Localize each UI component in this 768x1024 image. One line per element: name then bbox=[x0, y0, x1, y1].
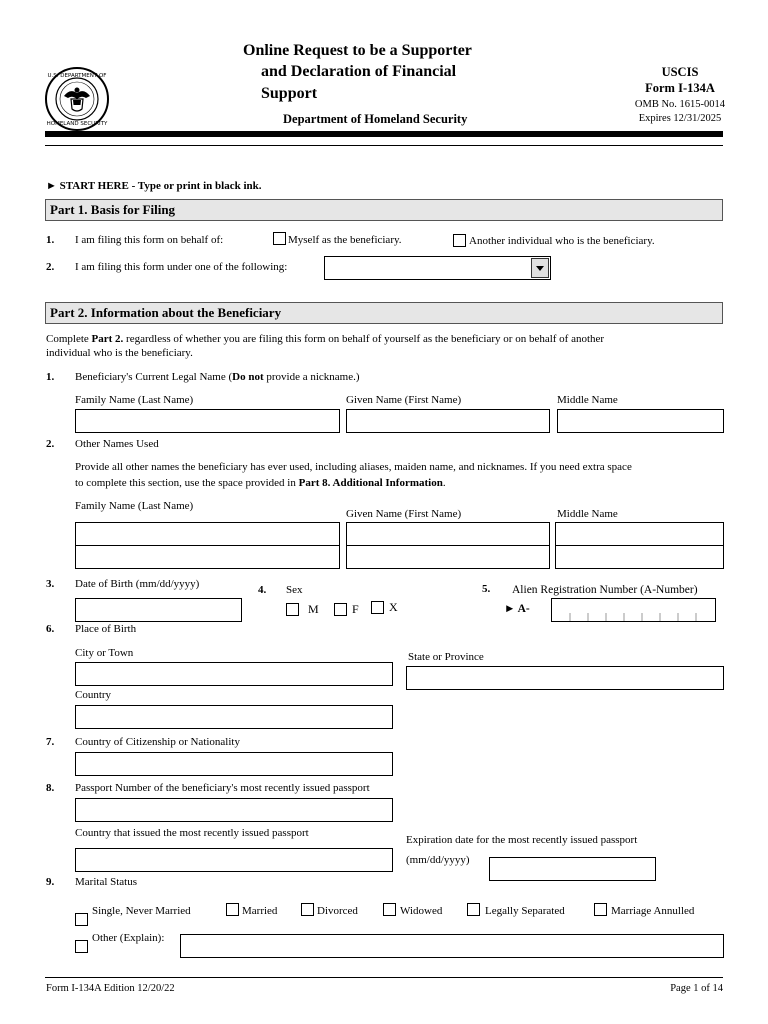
a-number-digit-dividers bbox=[552, 599, 715, 621]
sex-f-checkbox[interactable] bbox=[334, 603, 347, 616]
divorced-label: Divorced bbox=[317, 905, 358, 917]
citizenship-label: Country of Citizenship or Nationality bbox=[75, 736, 240, 748]
married-label: Married bbox=[242, 905, 278, 917]
marriage-annulled-checkbox[interactable] bbox=[594, 903, 607, 916]
part1-q2-label: I am filing this form under one of the following: bbox=[75, 261, 288, 273]
other-names-desc-line2: to complete this section, use the space provided in Part 8. Additional Information. bbox=[75, 477, 446, 489]
part2-q1-label: Beneficiary's Current Legal Name (Do not provide a nickname.) bbox=[75, 371, 360, 383]
other-names-label: Other Names Used bbox=[75, 438, 159, 450]
family-name-label: Family Name (Last Name) bbox=[75, 394, 194, 406]
other-given-name-input-1[interactable] bbox=[346, 522, 550, 546]
passport-number-input[interactable] bbox=[75, 798, 393, 822]
seal-top-text: U.S. DEPARTMENT OF bbox=[47, 73, 107, 79]
other-given-name-input-2[interactable] bbox=[346, 545, 550, 569]
header-thin-rule bbox=[45, 145, 723, 146]
dropdown-button[interactable] bbox=[531, 258, 549, 278]
part1-q1-number: 1. bbox=[46, 234, 55, 246]
sex-x-checkbox[interactable] bbox=[371, 601, 384, 614]
legally-separated-checkbox[interactable] bbox=[467, 903, 480, 916]
part2-q5-number: 5. bbox=[482, 583, 491, 595]
other-family-name-input-1[interactable] bbox=[75, 522, 340, 546]
uscis-label: USCIS bbox=[661, 65, 699, 79]
seal-bottom-text: HOMELAND SECURITY bbox=[46, 121, 108, 127]
part2-q9-number: 9. bbox=[46, 876, 55, 888]
birth-country-input[interactable] bbox=[75, 705, 393, 729]
part2-q8-number: 8. bbox=[46, 782, 55, 794]
footer-page-number: Page 1 of 14 bbox=[670, 983, 723, 994]
part2-q7-number: 7. bbox=[46, 736, 55, 748]
part2-intro-line2: individual who is the beneficiary. bbox=[46, 347, 193, 359]
a-number-label: Alien Registration Number (A-Number) bbox=[512, 584, 698, 596]
city-label: City or Town bbox=[75, 647, 134, 659]
family-name-input[interactable] bbox=[75, 409, 340, 433]
dhs-seal-icon bbox=[44, 66, 110, 132]
part2-header: Part 2. Information about the Beneficiary bbox=[45, 302, 723, 324]
a-number-prefix: ► A- bbox=[504, 603, 530, 615]
birth-city-input[interactable] bbox=[75, 662, 393, 686]
sex-label: Sex bbox=[286, 584, 303, 596]
header-rule bbox=[45, 131, 723, 137]
footer-rule bbox=[45, 977, 723, 978]
other-family-name-input-2[interactable] bbox=[75, 545, 340, 569]
other-middle-name-input-2[interactable] bbox=[555, 545, 724, 569]
sex-m-label: M bbox=[308, 602, 319, 616]
part2-q4-number: 4. bbox=[258, 584, 267, 596]
another-individual-checkbox[interactable] bbox=[453, 234, 466, 247]
start-here: ► START HERE - Type or print in black ink. bbox=[46, 180, 262, 192]
part2-intro-line1: Complete Part 2. regardless of whether you are filing this form on behalf of yourself as the beneficiary or on behalf of another bbox=[46, 333, 605, 345]
omb-number: OMB No. 1615-0014 bbox=[634, 99, 726, 110]
another-individual-label: Another individual who is the beneficiary. bbox=[469, 235, 655, 247]
sex-m-checkbox[interactable] bbox=[286, 603, 299, 616]
other-given-name-label: Given Name (First Name) bbox=[346, 508, 462, 520]
part1-q1-label: I am filing this form on behalf of: bbox=[75, 234, 224, 246]
single-checkbox[interactable] bbox=[75, 913, 88, 926]
title-line2: and Declaration of Financial bbox=[261, 63, 457, 80]
title-line1: Online Request to be a Supporter bbox=[243, 42, 472, 59]
part2-q2-number: 2. bbox=[46, 438, 55, 450]
state-label: State or Province bbox=[408, 651, 484, 663]
single-label: Single, Never Married bbox=[92, 905, 191, 917]
given-name-label: Given Name (First Name) bbox=[346, 394, 462, 406]
expiration-date: Expires 12/31/2025 bbox=[638, 113, 722, 124]
sex-f-label: F bbox=[352, 602, 359, 616]
passport-expiration-label: Expiration date for the most recently issued passport bbox=[406, 834, 638, 846]
filing-basis-select[interactable] bbox=[324, 256, 551, 280]
myself-beneficiary-checkbox[interactable] bbox=[273, 232, 286, 245]
title-line3: Support bbox=[261, 85, 318, 102]
other-family-name-label: Family Name (Last Name) bbox=[75, 500, 194, 512]
dob-label: Date of Birth (mm/dd/yyyy) bbox=[75, 578, 200, 590]
legally-separated-label: Legally Separated bbox=[485, 905, 565, 917]
place-of-birth-label: Place of Birth bbox=[75, 623, 137, 635]
dob-input[interactable] bbox=[75, 598, 242, 622]
birth-state-input[interactable] bbox=[406, 666, 724, 690]
marital-status-label: Marital Status bbox=[75, 876, 138, 888]
other-middle-name-input-1[interactable] bbox=[555, 522, 724, 546]
part2-q3-number: 3. bbox=[46, 578, 55, 590]
part1-q2-number: 2. bbox=[46, 261, 55, 273]
sex-x-label: X bbox=[389, 600, 398, 614]
part2-q1-number: 1. bbox=[46, 371, 55, 383]
married-checkbox[interactable] bbox=[226, 903, 239, 916]
other-status-label: Other (Explain): bbox=[92, 932, 165, 944]
other-middle-name-label: Middle Name bbox=[557, 508, 618, 520]
passport-expiration-input[interactable] bbox=[489, 857, 656, 881]
a-number-input[interactable] bbox=[551, 598, 716, 622]
middle-name-label: Middle Name bbox=[557, 394, 618, 406]
divorced-checkbox[interactable] bbox=[301, 903, 314, 916]
footer-edition: Form I-134A Edition 12/20/22 bbox=[46, 983, 175, 994]
middle-name-input[interactable] bbox=[557, 409, 724, 433]
passport-country-input[interactable] bbox=[75, 848, 393, 872]
widowed-label: Widowed bbox=[400, 905, 443, 917]
other-status-checkbox[interactable] bbox=[75, 940, 88, 953]
widowed-checkbox[interactable] bbox=[383, 903, 396, 916]
marriage-annulled-label: Marriage Annulled bbox=[611, 905, 695, 917]
country-label: Country bbox=[75, 689, 112, 701]
part1-header: Part 1. Basis for Filing bbox=[45, 199, 723, 221]
form-id: Form I-134A bbox=[645, 81, 715, 95]
citizenship-input[interactable] bbox=[75, 752, 393, 776]
chevron-down-icon bbox=[532, 259, 548, 277]
passport-country-label: Country that issued the most recently issued passport bbox=[75, 827, 309, 839]
passport-number-label: Passport Number of the beneficiary's most recently issued passport bbox=[75, 782, 370, 794]
passport-expiration-format: (mm/dd/yyyy) bbox=[406, 854, 470, 866]
part2-q6-number: 6. bbox=[46, 623, 55, 635]
other-status-explain-input[interactable] bbox=[180, 934, 724, 958]
given-name-input[interactable] bbox=[346, 409, 550, 433]
other-names-desc-line1: Provide all other names the beneficiary has ever used, including aliases, maiden name, and nicknames. If you need extra space bbox=[75, 461, 632, 473]
myself-beneficiary-label: Myself as the beneficiary. bbox=[288, 234, 402, 246]
department-name: Department of Homeland Security bbox=[283, 112, 468, 126]
